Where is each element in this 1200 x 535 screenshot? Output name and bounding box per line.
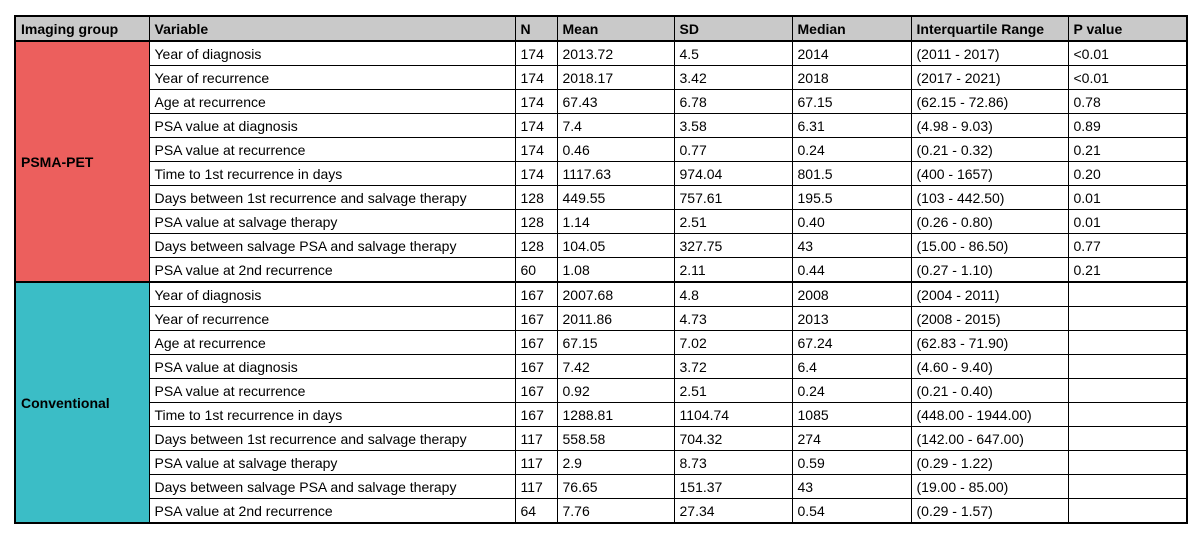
- header-median: Median: [792, 16, 911, 41]
- median-cell: 43: [792, 475, 911, 499]
- median-cell: 0.40: [792, 210, 911, 234]
- variable-cell: Days between 1st recurrence and salvage therapy: [149, 186, 515, 210]
- iqr-cell: (448.00 - 1944.00): [911, 403, 1068, 427]
- table-row: [15, 234, 1187, 258]
- table-row: [15, 403, 1187, 427]
- p-value-cell: [1068, 427, 1187, 451]
- p-value-cell: <0.01: [1068, 41, 1187, 66]
- table-row: [15, 162, 1187, 186]
- sd-cell: 3.42: [674, 66, 792, 90]
- iqr-cell: (19.00 - 85.00): [911, 475, 1068, 499]
- table-body: [15, 41, 1187, 523]
- variable-cell: Year of recurrence: [149, 307, 515, 331]
- table-row: [15, 427, 1187, 451]
- table-row: [15, 331, 1187, 355]
- mean-cell: 67.15: [557, 331, 674, 355]
- variable-cell: PSA value at salvage therapy: [149, 210, 515, 234]
- mean-cell: 7.76: [557, 499, 674, 524]
- sd-cell: 3.72: [674, 355, 792, 379]
- sd-cell: 974.04: [674, 162, 792, 186]
- median-cell: 43: [792, 234, 911, 258]
- mean-cell: 1288.81: [557, 403, 674, 427]
- n-cell: 174: [515, 66, 557, 90]
- header-iqr: Interquartile Range: [911, 16, 1068, 41]
- n-cell: 167: [515, 355, 557, 379]
- p-value-cell: 0.21: [1068, 138, 1187, 162]
- variable-cell: PSA value at recurrence: [149, 138, 515, 162]
- imaging-group-cell: Conventional: [15, 282, 149, 523]
- p-value-cell: [1068, 331, 1187, 355]
- n-cell: 174: [515, 114, 557, 138]
- mean-cell: 2018.17: [557, 66, 674, 90]
- sd-cell: 3.58: [674, 114, 792, 138]
- variable-cell: Age at recurrence: [149, 331, 515, 355]
- p-value-cell: 0.01: [1068, 186, 1187, 210]
- sd-cell: 2.51: [674, 379, 792, 403]
- n-cell: 167: [515, 282, 557, 307]
- table-row: [15, 499, 1187, 524]
- median-cell: 67.24: [792, 331, 911, 355]
- mean-cell: 2013.72: [557, 41, 674, 66]
- mean-cell: 2.9: [557, 451, 674, 475]
- median-cell: 6.31: [792, 114, 911, 138]
- n-cell: 64: [515, 499, 557, 524]
- p-value-cell: 0.01: [1068, 210, 1187, 234]
- iqr-cell: (2011 - 2017): [911, 41, 1068, 66]
- table-row: [15, 186, 1187, 210]
- mean-cell: 104.05: [557, 234, 674, 258]
- median-cell: 274: [792, 427, 911, 451]
- n-cell: 174: [515, 90, 557, 114]
- sd-cell: 1104.74: [674, 403, 792, 427]
- sd-cell: 0.77: [674, 138, 792, 162]
- iqr-cell: (0.27 - 1.10): [911, 258, 1068, 283]
- variable-cell: PSA value at 2nd recurrence: [149, 499, 515, 524]
- table-row: [15, 475, 1187, 499]
- table-row: [15, 307, 1187, 331]
- statistics-table: [14, 15, 1188, 524]
- iqr-cell: (400 - 1657): [911, 162, 1068, 186]
- p-value-cell: 0.77: [1068, 234, 1187, 258]
- iqr-cell: (0.21 - 0.32): [911, 138, 1068, 162]
- n-cell: 174: [515, 162, 557, 186]
- median-cell: 1085: [792, 403, 911, 427]
- table-row: [15, 282, 1187, 307]
- mean-cell: 1.08: [557, 258, 674, 283]
- p-value-cell: <0.01: [1068, 66, 1187, 90]
- mean-cell: 2007.68: [557, 282, 674, 307]
- sd-cell: 4.73: [674, 307, 792, 331]
- median-cell: 6.4: [792, 355, 911, 379]
- mean-cell: 1117.63: [557, 162, 674, 186]
- iqr-cell: (0.29 - 1.22): [911, 451, 1068, 475]
- n-cell: 167: [515, 331, 557, 355]
- variable-cell: PSA value at salvage therapy: [149, 451, 515, 475]
- table-row: [15, 379, 1187, 403]
- variable-cell: Year of diagnosis: [149, 41, 515, 66]
- n-cell: 117: [515, 427, 557, 451]
- sd-cell: 327.75: [674, 234, 792, 258]
- median-cell: 0.24: [792, 379, 911, 403]
- table-row: [15, 90, 1187, 114]
- iqr-cell: (4.98 - 9.03): [911, 114, 1068, 138]
- variable-cell: PSA value at recurrence: [149, 379, 515, 403]
- iqr-cell: (62.83 - 71.90): [911, 331, 1068, 355]
- mean-cell: 0.46: [557, 138, 674, 162]
- n-cell: 60: [515, 258, 557, 283]
- variable-cell: Year of recurrence: [149, 66, 515, 90]
- sd-cell: 4.5: [674, 41, 792, 66]
- sd-cell: 151.37: [674, 475, 792, 499]
- n-cell: 167: [515, 307, 557, 331]
- sd-cell: 757.61: [674, 186, 792, 210]
- variable-cell: PSA value at 2nd recurrence: [149, 258, 515, 283]
- p-value-cell: [1068, 355, 1187, 379]
- header-variable: Variable: [149, 16, 515, 41]
- median-cell: 2018: [792, 66, 911, 90]
- header-mean: Mean: [557, 16, 674, 41]
- sd-cell: 7.02: [674, 331, 792, 355]
- median-cell: 801.5: [792, 162, 911, 186]
- table-row: [15, 451, 1187, 475]
- median-cell: 195.5: [792, 186, 911, 210]
- p-value-cell: [1068, 379, 1187, 403]
- sd-cell: 8.73: [674, 451, 792, 475]
- table-header-row: [15, 16, 1187, 41]
- iqr-cell: (142.00 - 647.00): [911, 427, 1068, 451]
- variable-cell: Days between salvage PSA and salvage therapy: [149, 475, 515, 499]
- median-cell: 0.24: [792, 138, 911, 162]
- header-sd: SD: [674, 16, 792, 41]
- sd-cell: 704.32: [674, 427, 792, 451]
- n-cell: 174: [515, 41, 557, 66]
- iqr-cell: (0.21 - 0.40): [911, 379, 1068, 403]
- median-cell: 2013: [792, 307, 911, 331]
- n-cell: 128: [515, 186, 557, 210]
- variable-cell: PSA value at diagnosis: [149, 114, 515, 138]
- n-cell: 128: [515, 210, 557, 234]
- sd-cell: 27.34: [674, 499, 792, 524]
- median-cell: 2014: [792, 41, 911, 66]
- p-value-cell: 0.89: [1068, 114, 1187, 138]
- sd-cell: 4.8: [674, 282, 792, 307]
- p-value-cell: [1068, 475, 1187, 499]
- iqr-cell: (15.00 - 86.50): [911, 234, 1068, 258]
- iqr-cell: (103 - 442.50): [911, 186, 1068, 210]
- median-cell: 0.59: [792, 451, 911, 475]
- sd-cell: 6.78: [674, 90, 792, 114]
- variable-cell: Days between 1st recurrence and salvage therapy: [149, 427, 515, 451]
- variable-cell: Year of diagnosis: [149, 282, 515, 307]
- median-cell: 2008: [792, 282, 911, 307]
- n-cell: 167: [515, 403, 557, 427]
- header-p-value: P value: [1068, 16, 1187, 41]
- median-cell: 0.54: [792, 499, 911, 524]
- table-row: [15, 41, 1187, 66]
- iqr-cell: (4.60 - 9.40): [911, 355, 1068, 379]
- mean-cell: 67.43: [557, 90, 674, 114]
- iqr-cell: (2008 - 2015): [911, 307, 1068, 331]
- median-cell: 67.15: [792, 90, 911, 114]
- variable-cell: Time to 1st recurrence in days: [149, 403, 515, 427]
- p-value-cell: 0.78: [1068, 90, 1187, 114]
- p-value-cell: 0.21: [1068, 258, 1187, 283]
- table-row: [15, 210, 1187, 234]
- variable-cell: Days between salvage PSA and salvage therapy: [149, 234, 515, 258]
- sd-cell: 2.51: [674, 210, 792, 234]
- mean-cell: 2011.86: [557, 307, 674, 331]
- n-cell: 128: [515, 234, 557, 258]
- variable-cell: PSA value at diagnosis: [149, 355, 515, 379]
- mean-cell: 7.42: [557, 355, 674, 379]
- mean-cell: 1.14: [557, 210, 674, 234]
- n-cell: 174: [515, 138, 557, 162]
- table-row: [15, 355, 1187, 379]
- table-row: [15, 114, 1187, 138]
- iqr-cell: (0.26 - 0.80): [911, 210, 1068, 234]
- header-n: N: [515, 16, 557, 41]
- p-value-cell: [1068, 451, 1187, 475]
- sd-cell: 2.11: [674, 258, 792, 283]
- p-value-cell: [1068, 499, 1187, 524]
- n-cell: 117: [515, 451, 557, 475]
- n-cell: 167: [515, 379, 557, 403]
- iqr-cell: (62.15 - 72.86): [911, 90, 1068, 114]
- iqr-cell: (2017 - 2021): [911, 66, 1068, 90]
- p-value-cell: [1068, 282, 1187, 307]
- mean-cell: 76.65: [557, 475, 674, 499]
- mean-cell: 558.58: [557, 427, 674, 451]
- variable-cell: Time to 1st recurrence in days: [149, 162, 515, 186]
- n-cell: 117: [515, 475, 557, 499]
- table-row: [15, 258, 1187, 283]
- median-cell: 0.44: [792, 258, 911, 283]
- p-value-cell: 0.20: [1068, 162, 1187, 186]
- header-imaging-group: Imaging group: [15, 16, 149, 41]
- imaging-group-cell: PSMA-PET: [15, 41, 149, 282]
- iqr-cell: (0.29 - 1.57): [911, 499, 1068, 524]
- mean-cell: 0.92: [557, 379, 674, 403]
- mean-cell: 7.4: [557, 114, 674, 138]
- mean-cell: 449.55: [557, 186, 674, 210]
- iqr-cell: (2004 - 2011): [911, 282, 1068, 307]
- table-row: [15, 66, 1187, 90]
- p-value-cell: [1068, 403, 1187, 427]
- p-value-cell: [1068, 307, 1187, 331]
- variable-cell: Age at recurrence: [149, 90, 515, 114]
- table-row: [15, 138, 1187, 162]
